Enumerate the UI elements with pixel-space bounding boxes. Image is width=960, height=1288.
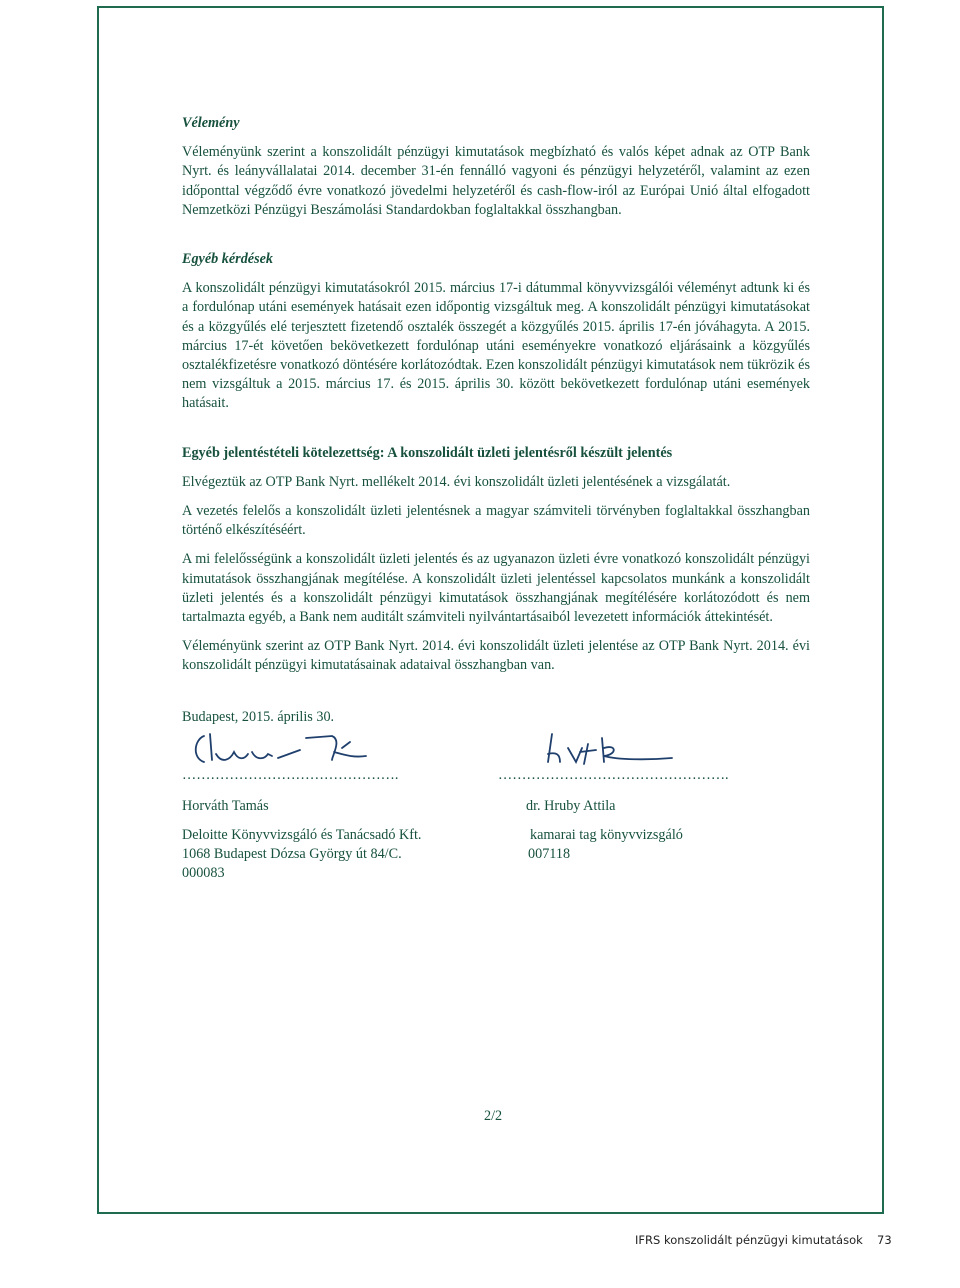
signatory-left xyxy=(182,730,482,883)
signature-block xyxy=(182,730,782,881)
jelentes-paragraph-1: Elvégeztük az OTP Bank Nyrt. mellékelt 2014. évi konszolidált üzleti jelentésének a vizsgálatát. xyxy=(182,473,731,490)
section-heading-velemeny: Vélemény xyxy=(182,115,240,131)
signature-horvath-icon xyxy=(182,730,412,770)
signatory-left-number: 000083 xyxy=(182,865,225,881)
signatory-left-company: Deloitte Könyvvizsgáló és Tanácsadó Kft. xyxy=(182,827,422,843)
signatory-right-name: dr. Hruby Attila xyxy=(526,798,616,814)
egyeb-paragraph: A konszolidált pénzügyi kimutatásokról 2015. március 17-i dátummal könyvvizsgálói véleményt adtunk ki és a fordulónap utáni események hatásait ezen időpontig vizsgáltuk meg. A konszolidált pénzügyi kimutatásokat és a közgyűlés elé terjesztett fizetendő osztalék összegét a közgyűlés 2015. április 17-én jóváhagyta. A 2015. március 17-ét követően bekövetkezett fordulónap utáni eseményekre vonatkozó eljárásaink a közgyűlés osztalékfizetésre vonatkozó döntésére korlátozódtak. Ezen konszolidált pénzügyi kimutatások nem tükrözik és nem vizsgáltuk a 2015. március 17. és 2015. április 30. között bekövetkezett fordulónap utáni események hatásait. xyxy=(182,280,810,412)
page-number: 2/2 xyxy=(484,1108,503,1124)
signature-hruby-icon xyxy=(498,730,728,770)
signatory-right-title: kamarai tag könyvvizsgáló xyxy=(530,827,683,843)
jelentes-paragraph-3: A mi felelősségünk a konszolidált üzleti jelentés és az ugyanazon üzleti évre vonatkozó konszolidált pénzügyi kimutatások összhangjának megítélése. A konszolidált üzleti jelentéssel kapcsolatos munkánk a konszolidált üzleti jelentés és a konszolidált pénzügyi kimutatások összhangjának megítélésére korlátozódott és nem tartalmazta egyéb, a Bank nem auditált számviteli nyilvántartásaiból levezetett információk áttekintését. xyxy=(182,551,810,626)
signature-line-left: ………………………………………. xyxy=(182,767,399,783)
jelentes-paragraph-4: Véleményünk szerint az OTP Bank Nyrt. 2014. évi konszolidált üzleti jelentése az OTP Bank Nyrt. 2014. évi konszolidált pénzügyi kimutatásainak adataival összhangban van. xyxy=(182,638,810,674)
jelentes-paragraph-2: A vezetés felelős a konszolidált üzleti jelentésnek a magyar számviteli törvényben foglaltakkal összhangban történő elkészítéséért. xyxy=(182,503,810,539)
velemeny-paragraph: Véleményünk szerint a konszolidált pénzügyi kimutatások megbízható és valós képet adnak az OTP Bank Nyrt. és leányvállalatai 2014. december 31-én fennálló vagyoni és pénzügyi helyzetéről, valamint az ezen időponttal végződő évre vonatkozó jövedelmi helyzetéről és cash-flow-iról az Európai Unió által elfogadott Nemzetközi Pénzügyi Beszámolási Standardokban foglaltakkal összhangban. xyxy=(182,144,810,218)
signatory-left-address: 1068 Budapest Dózsa György út 84/C. xyxy=(182,846,402,862)
footer-title: IFRS konszolidált pénzügyi kimutatások xyxy=(635,1233,863,1247)
document-body xyxy=(182,114,810,727)
section-heading-jelentes: Egyéb jelentéstételi kötelezettség: A konszolidált üzleti jelentésről készült jelentés xyxy=(182,444,673,461)
section-heading-egyeb: Egyéb kérdések xyxy=(182,251,274,268)
signature-line-right: …………………………………………. xyxy=(498,767,729,783)
signatory-right xyxy=(498,730,798,864)
footer xyxy=(635,1233,892,1247)
signatory-right-number: 007118 xyxy=(528,846,571,862)
date-place: Budapest, 2015. április 30. xyxy=(182,708,335,725)
signatory-left-name: Horváth Tamás xyxy=(182,798,269,814)
footer-page-number: 73 xyxy=(877,1233,892,1247)
